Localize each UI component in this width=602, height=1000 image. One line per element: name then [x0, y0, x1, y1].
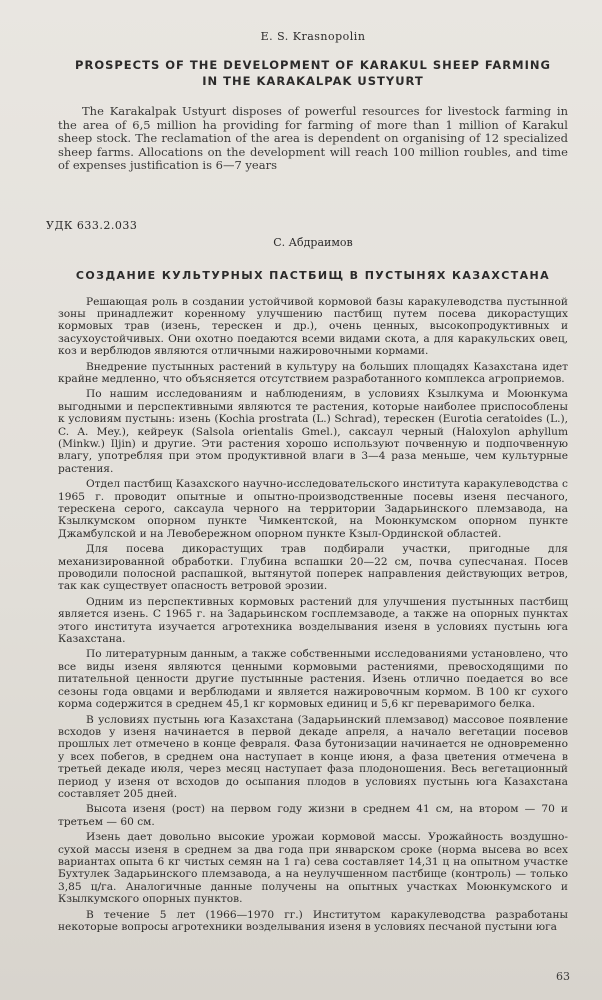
english-title-line-1: PROSPECTS OF THE DEVELOPMENT OF KARAKUL SHEEP FARMING: [75, 58, 551, 72]
russian-author: С. Абдраимов: [273, 235, 353, 249]
english-abstract: The Karakalpak Ustyurt disposes of powerful resources for livestock farming in the area of 6,5 million ha providing for farming of more than 1 million of Karakul sheep stock. The reclamation of the area is dependent on organising of 12 specialized sheep farms. Allocations on the development will reach 100 million roubles, and time of expenses justification is 6—7 years: [58, 104, 568, 172]
paragraph: По нашим исследованиям и наблюдениям, в условиях Кзылкума и Моюнкума выгодными и перспективными являются те растения, которые наиболее приспособлены к условиям пустынь: изень (Kochia prostrata (L.) Schrad), терескен (Eurotia ceratoides (L.), C. A. Mey.), кейреук (Salsola orientalis Gmel.), саксаул черный (Haloxylon aphyllum (Minkw.) Iljin) и другие. Эти растения хорошо используют почвенную и подпочвенную влагу, употребляя при этом продуктивной влаги в 3—4 раза меньше, чем культурные растения.: [58, 388, 568, 475]
udk-code: УДК 633.2.033: [46, 218, 138, 232]
paragraph: По литературным данным, а также собственными исследованиями установлено, что все виды изеня являются ценными кормовыми растениями, превосходящими по питательной ценности другие пустынные растения. Изень отлично поедается во все сезоны года овцами и верблюдами и является нажировочным кормом. В 100 кг сухого корма содержится в среднем 45,1 кг кормовых единиц и 5,6 кг переваримого белка.: [58, 648, 568, 711]
paragraph: Внедрение пустынных растений в культуру на больших площадях Казахстана идет крайне медленно, что объясняется отсутствием разработанного комплекса агроприемов.: [58, 360, 568, 385]
paragraph: В условиях пустынь юга Казахстана (Задарьинский племзавод) массовое появление всходов у изеня начинается в первой декаде апреля, а начало вегетации посевов прошлых лет отмечено в конце февраля. Фаза бутонизации начинается не одновременно у всех побегов, в среднем она наступает в конце июня, а фаза цветения отмечена в третьей декаде июля, через месяц наступает фаза плодоношения. Весь вегетационный период у изеня от всходов до осыпания плодов в условиях пустынь юга Казахстана составляет 205 дней.: [58, 713, 568, 800]
english-author: E. S. Krasnopolin: [260, 30, 366, 43]
russian-title: СОЗДАНИЕ КУЛЬТУРНЫХ ПАСТБИЩ В ПУСТЫНЯХ КАЗАХСТАНА: [75, 268, 551, 282]
paragraph: Одним из перспективных кормовых растений для улучшения пустынных пастбищ является изень. С 1965 г. на Задарьинском госплемзаводе, а также на опорных пунктах этого института изучается агротехника возделывания изеня в условиях пустынь юга Казахстана.: [58, 595, 568, 646]
paragraph: Для посева дикорастущих трав подбирали участки, пригодные для механизированной обработки. Глубина вспашки 20—22 см, почва супесчаная. Посев проводили полосной распашкой, вытянутой поперек направления действующих ветров, так как существует опасность ветровой эрозии.: [58, 543, 568, 593]
paragraph: В течение 5 лет (1966—1970 гг.) Институтом каракулеводства разработаны некоторые вопросы агротехники возделывания изеня в условиях песчаной пустыни юга: [58, 908, 568, 933]
english-title: [58, 57, 568, 89]
paragraph: Отдел пастбищ Казахского научно-исследовательского института каракулеводства с 1965 г. проводит опытные и опытно-производственные посевы изеня песчаного, терескена серого, саксаула черного на территории Задарьинского племзавода, на Кзылкумском опорном пункте Чимкентской, на Моюнкумском опорном пункте Джамбулской и на Левобережном опорном пункте Кзыл-Ординской областей.: [58, 478, 568, 540]
paragraph: Изень дает довольно высокие урожаи кормовой массы. Урожайность воздушно-сухой массы изеня в среднем за два года при январском сроке (норма высева во всех вариантах опыта 6 кг чистых семян на 1 га) сева составляет 14,31 ц на опытном участке Бухтулек Задарьинского племзавода, а на неулучшенном пастбище (контроль) — только 3,85 ц/га. Аналогичные данные получены на опытных участках Моюнкумского и Кзылкумского опорных пунктов.: [58, 831, 568, 906]
article-body: [58, 296, 568, 934]
page-number: 63: [556, 970, 570, 983]
paragraph: Высота изеня (рост) на первом году жизни в среднем 41 см, на втором — 70 и третьем — 60 см.: [58, 803, 568, 828]
paragraph: Решающая роль в создании устойчивой кормовой базы каракулеводства пустынной зоны принадлежит коренному улучшению пастбищ путем посева дикорастущих кормовых трав (изень, терескен и др.), очень ценных, высокопродуктивных и засухоустойчивых. Они охотно поедаются всеми видами скота, а для каракульских овец, коз и верблюдов являются отличными нажировочными кормами.: [58, 295, 568, 358]
english-title-line-2: IN THE KARAKALPAK USTYURT: [202, 74, 424, 88]
